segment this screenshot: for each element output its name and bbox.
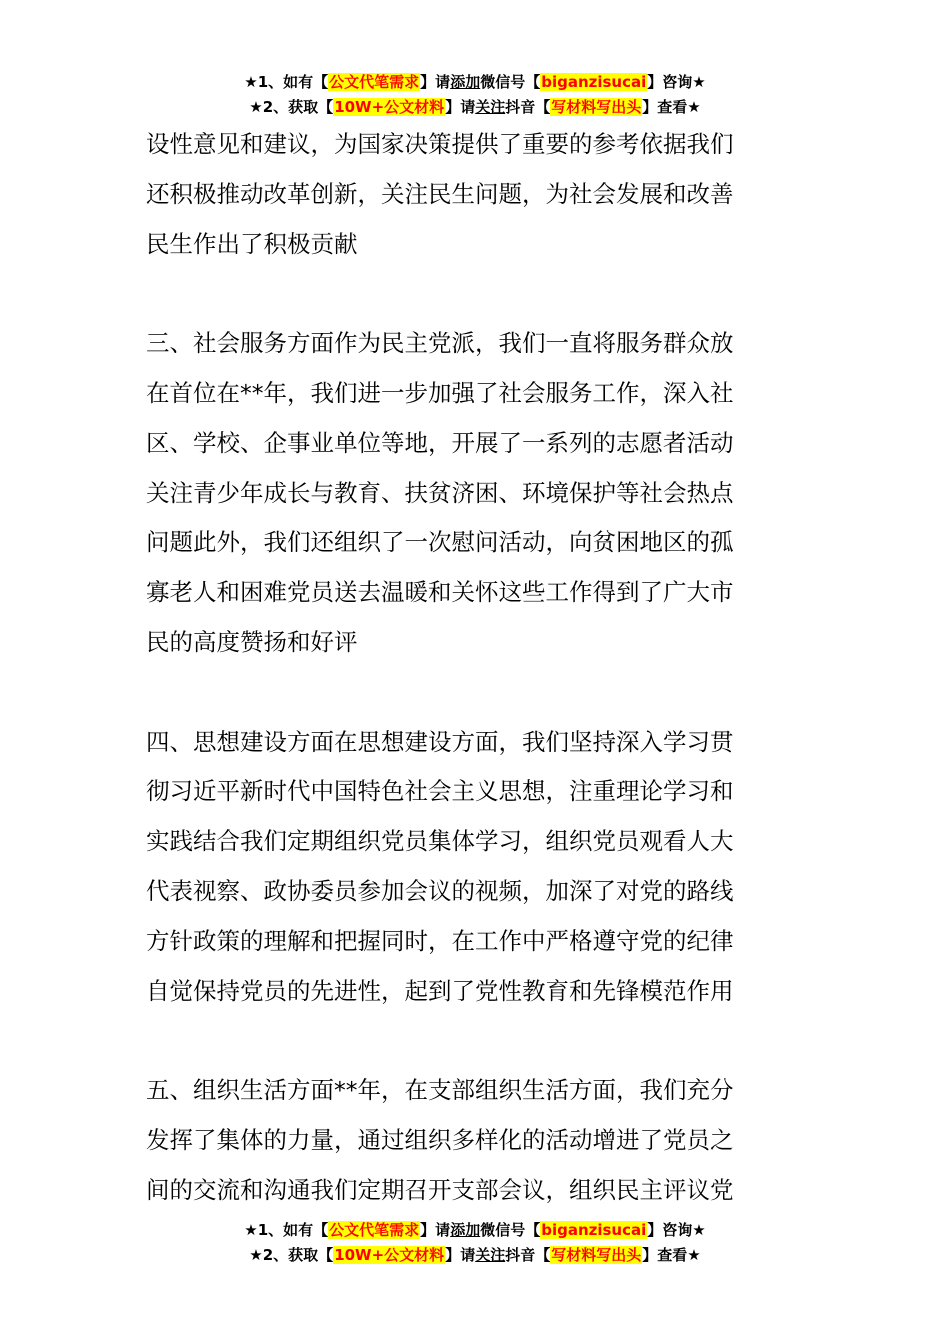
text-line: 三、社会服务方面作为民主党派，我们一直将服务群众放 <box>146 329 734 358</box>
top-banner <box>0 70 950 120</box>
banner-line-1 <box>0 1218 950 1243</box>
text-line: 设性意见和建议，为国家决策提供了重要的参考依据我们 <box>146 130 734 158</box>
text-line: 五、组织生活方面**年，在支部组织生活方面，我们充分 <box>146 1076 734 1105</box>
text-line: 方针政策的理解和把握同时，在工作中严格遵守党的纪律 <box>146 926 734 955</box>
banner-text: 】查看★ <box>642 98 701 116</box>
banner-text: ★1、如有【 <box>244 73 329 91</box>
paragraph <box>146 120 811 269</box>
banner-highlight: 10W+公文材料 <box>334 98 445 116</box>
text-line: 自觉保持党员的先进性，起到了党性教育和先锋模范作用 <box>146 976 734 1005</box>
text-line: 寡老人和困难党员送去温暖和关怀这些工作得到了广大市 <box>146 578 734 607</box>
text-line: 发挥了集体的力量，通过组织多样化的活动增进了党员之 <box>146 1125 734 1154</box>
text-line: 间的交流和沟通我们定期召开支部会议，组织民主评议党 <box>146 1175 734 1204</box>
banner-underline-text: 关注 <box>475 1246 506 1264</box>
paragraph-gap <box>146 1016 811 1066</box>
banner-underline-text: 关注 <box>475 98 506 116</box>
document-body <box>146 120 811 1216</box>
banner-highlight: 公文代笔需求 <box>329 1221 420 1239</box>
banner-wechat-id: biganzisucai <box>541 1221 647 1239</box>
banner-text: 】咨询★ <box>647 1221 706 1239</box>
banner-douyin-id: 写材料写出头 <box>551 98 642 116</box>
text-line: 民的高度赞扬和好评 <box>146 627 358 656</box>
banner-text: 】咨询★ <box>647 73 706 91</box>
text-line: 问题此外，我们还组织了一次慰问活动，向贫困地区的孤 <box>146 528 734 557</box>
banner-line-2 <box>0 1243 950 1268</box>
banner-text: 抖音【 <box>505 1246 551 1264</box>
text-line: 四、思想建设方面在思想建设方面，我们坚持深入学习贯 <box>146 727 734 756</box>
text-line: 代表视察、政协委员参加会议的视频，加深了对党的路线 <box>146 876 734 905</box>
banner-text: 】请 <box>420 1221 451 1239</box>
text-line: 实践结合我们定期组织党员集体学习，组织党员观看人大 <box>146 827 734 856</box>
banner-text: ★1、如有【 <box>244 1221 329 1239</box>
banner-highlight: 公文代笔需求 <box>329 73 420 91</box>
banner-text: 】请 <box>445 98 476 116</box>
banner-text: ★2、获取【 <box>249 1246 334 1264</box>
banner-wechat-id: biganzisucai <box>541 73 647 91</box>
text-line: 彻习近平新时代中国特色社会主义思想，注重理论学习和 <box>146 777 734 806</box>
banner-underline-text: 添加 <box>450 1221 481 1239</box>
bottom-banner <box>0 1218 950 1268</box>
text-line: 区、学校、企事业单位等地，开展了一系列的志愿者活动 <box>146 428 734 457</box>
banner-highlight: 10W+公文材料 <box>334 1246 445 1264</box>
banner-line-2 <box>0 95 950 120</box>
banner-text: ★2、获取【 <box>249 98 334 116</box>
banner-text: 微信号【 <box>480 1221 541 1239</box>
banner-line-1 <box>0 70 950 95</box>
text-line: 关注青少年成长与教育、扶贫济困、环境保护等社会热点 <box>146 478 734 507</box>
banner-text: 抖音【 <box>505 98 551 116</box>
banner-text: 】查看★ <box>642 1246 701 1264</box>
text-line: 还积极推动改革创新，关注民生问题，为社会发展和改善 <box>146 179 734 208</box>
banner-douyin-id: 写材料写出头 <box>551 1246 642 1264</box>
banner-underline-text: 添加 <box>450 73 481 91</box>
banner-text: 】请 <box>445 1246 476 1264</box>
paragraph-gap <box>146 269 811 319</box>
paragraph <box>146 1066 811 1215</box>
paragraph <box>146 718 811 1017</box>
text-line: 在首位在**年，我们进一步加强了社会服务工作，深入社 <box>146 378 734 407</box>
text-line: 民生作出了积极贡献 <box>146 229 358 258</box>
banner-text: 微信号【 <box>480 73 541 91</box>
banner-text: 】请 <box>420 73 451 91</box>
paragraph <box>146 319 811 668</box>
paragraph-gap <box>146 668 811 718</box>
